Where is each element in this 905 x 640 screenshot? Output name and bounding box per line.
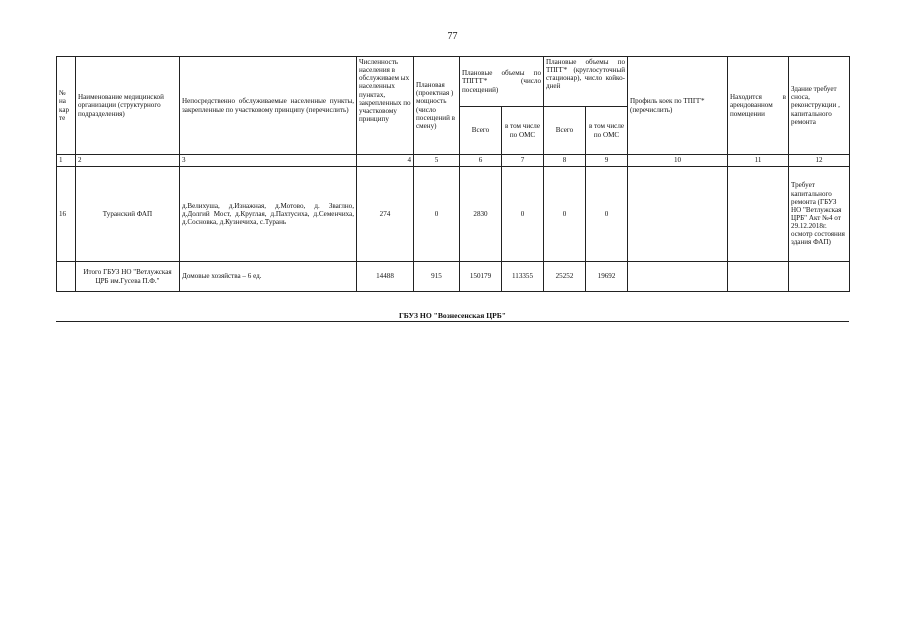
cell-visits-oms: 0 <box>502 167 544 262</box>
column-number: 11 <box>728 155 789 167</box>
cell-building <box>789 262 850 292</box>
cell-visits-total: 150179 <box>460 262 502 292</box>
cell-profile <box>628 262 728 292</box>
header-col-beddays: Плановые объемы по ТПГГ* (круглосуточный стационар), число койко-дней <box>544 57 628 107</box>
cell-population: 14488 <box>357 262 414 292</box>
column-number: 6 <box>460 155 502 167</box>
cell-capacity: 915 <box>414 262 460 292</box>
column-number: 4 <box>357 155 414 167</box>
cell-capacity: 0 <box>414 167 460 262</box>
table-row-total <box>57 262 850 292</box>
header-col-building: Здание требует сноса, реконструкции , капитального ремонта <box>789 57 850 155</box>
header-col-beddays-total: Всего <box>544 107 586 155</box>
column-number: 7 <box>502 155 544 167</box>
header-col-visits-oms: в том числе по ОМС <box>502 107 544 155</box>
column-number: 3 <box>180 155 357 167</box>
table-row <box>57 167 850 262</box>
cell-org: Итого ГБУЗ НО "Ветлужская ЦРБ им.Гусева П.Ф." <box>76 262 180 292</box>
cell-profile <box>628 167 728 262</box>
header-col-no: № на кар те <box>57 57 76 155</box>
cell-org: Туранский ФАП <box>76 167 180 262</box>
header-col-visits-total: Всего <box>460 107 502 155</box>
column-number: 5 <box>414 155 460 167</box>
cell-no: 16 <box>57 167 76 262</box>
cell-beddays-total: 0 <box>544 167 586 262</box>
cell-population: 274 <box>357 167 414 262</box>
header-col-settlements: Непосредственно обслуживаемые населенные пункты, закрепленные по участковому принципу (перечислить) <box>180 57 357 155</box>
cell-settlements: Домовые хозяйства – 6 ед. <box>180 262 357 292</box>
cell-beddays-oms: 0 <box>586 167 628 262</box>
column-number: 12 <box>789 155 850 167</box>
header-col-visits: Плановые объемы по ТПГГГ* (число посещений) <box>460 57 544 107</box>
column-number: 9 <box>586 155 628 167</box>
column-numbering-row <box>57 155 850 167</box>
header-col-profile: Профиль коек по ТПГГ* (перечислить) <box>628 57 728 155</box>
cell-visits-oms: 113355 <box>502 262 544 292</box>
facilities-table <box>56 56 850 292</box>
cell-beddays-oms: 19692 <box>586 262 628 292</box>
column-number: 1 <box>57 155 76 167</box>
header-col-beddays-oms: в том числе по ОМС <box>586 107 628 155</box>
cell-beddays-total: 25252 <box>544 262 586 292</box>
cell-rented <box>728 167 789 262</box>
column-number: 2 <box>76 155 180 167</box>
cell-visits-total: 2830 <box>460 167 502 262</box>
page-number: 77 <box>447 31 458 42</box>
header-col-population: Численность населения в обслуживаем ых населенных пунктах, закрепленных по участковому принципу <box>357 57 414 155</box>
section-title: ГБУЗ НО "Вознесенская ЦРБ" <box>398 311 507 320</box>
cell-rented <box>728 262 789 292</box>
section-divider <box>56 321 849 322</box>
header-col-capacity: Плановая (проектная ) мощность (число посещений в смену) <box>414 57 460 155</box>
column-number: 10 <box>628 155 728 167</box>
header-col-rented: Находится в арендованном помещении <box>728 57 789 155</box>
cell-no <box>57 262 76 292</box>
cell-building: Требует капитального ремонта (ГБУЗ НО "Ветлужская ЦРБ" Акт №4 от 29.12.2018г. осмотр состояния здания ФАП) <box>789 167 850 262</box>
header-col-org: Наименование медицинской организации (структурного подразделения) <box>76 57 180 155</box>
column-number: 8 <box>544 155 586 167</box>
cell-settlements: д.Велихуша, д.Изнажная, д.Мотово, д. Зваглно, д.Долгий Мост, д.Круглая, д.Пахтусиха, д.Семенчиха, д.Сосновка, д.Кузнечиха, с.Турань <box>180 167 357 262</box>
